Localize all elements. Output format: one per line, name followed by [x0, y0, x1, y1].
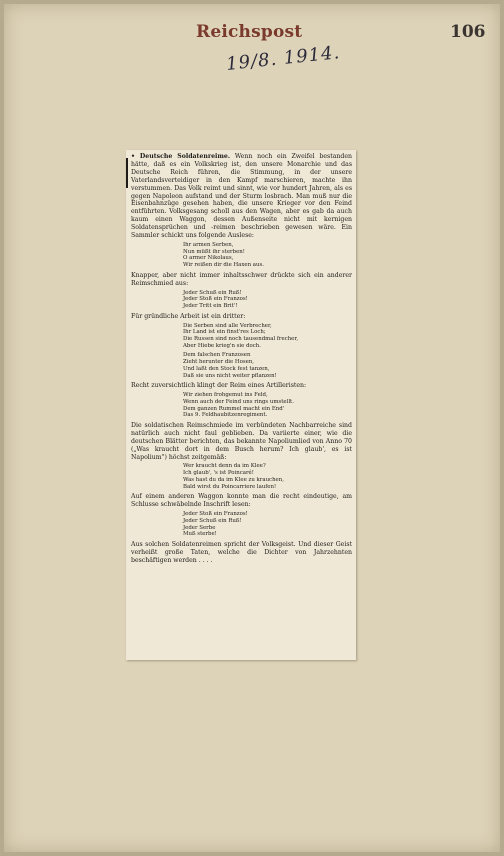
- verse-line: Die Russen sind noch tausendmal frecher,: [183, 336, 299, 343]
- article-body: [126, 150, 356, 565]
- verse-line: Ihr Land ist ein finst'res Loch;: [183, 329, 266, 336]
- verse-line: Bald wirst du Poincarriere laufen!: [183, 483, 277, 490]
- paragraph-nachbarreich: Die soldatischen Reimschmiede im verbündeten Nachbarreiche sind natürlich auch nicht faul geblieben. Da variierte einer, wie die deutschen Blätter berichten, das bekannte Napoliumlied von Anno 70 („Was kraucht dort in dem Busch herum? Ich glaub', es ist Napolium") höchst zeitgemäß:: [131, 421, 352, 461]
- paragraph-closing: Aus solchen Soldatenreimen spricht der Volksgeist. Und dieser Geist verheißt große Taten, welche die Dichter von Jahrzehnten beschäftigen werden . . . .: [131, 540, 352, 564]
- verse-line: Jeder Serbe: [183, 524, 216, 531]
- verse-line: Die Serben sind alle Verbrecher,: [183, 322, 272, 329]
- verse-franzosen: [131, 352, 352, 379]
- paragraph-dritter: Für gründliche Arbeit ist ein dritter:: [131, 312, 246, 320]
- article-intro: Wenn noch ein Zweifel bestanden hätte, daß es ein Volkskrieg ist, den unsere Monarchie und das Deutsche Reich führen, die Stimmung, in der unsere Vaterlandsverteidiger in den Kampf marschieren, machte ihn verstummen. Das Volk reimt und sinnt, wie vor hundert Jahren, als es gegen Napoleon aufstand und der Sturm losbrach. Man muß nur die Eisenbahnzüge gesehen haben, die unsere Krieger vor den Feind entführten. Volksgesang scholl aus den Wagen, aber es gab da auch kaum einen Waggon, dessen Außenseite nicht mit kernigen Soldatensprüchen und -reimen beschrieben gewesen wäre. Ein Sammler schickt uns folgende Auslese:: [131, 153, 353, 240]
- verse-line: Muß sterbe!: [183, 531, 217, 538]
- page-number: 106: [450, 22, 486, 42]
- verse-jeder-schuss: [131, 290, 352, 310]
- verse-line: Wenn auch der Feind uns rings umstellt.: [183, 398, 294, 405]
- verse-verbrecher: [131, 323, 352, 350]
- scrapbook-page: [4, 4, 500, 852]
- verse-line: O armer Nikolaus,: [183, 255, 234, 262]
- paragraph-waggon: Auf einem anderen Waggon konnte man die recht eindeutige, am Schlusse schwäbelnde Inschrift lesen:: [131, 493, 352, 509]
- verse-line: Jeder Schuß ein Ruß!: [183, 517, 242, 524]
- verse-line: Aber Hiebe krieg'n sie doch.: [183, 342, 261, 349]
- verse-line: Zieht herunter die Hosen,: [183, 359, 255, 366]
- verse-feldhaubitzen: [131, 392, 352, 419]
- article-intro-paragraph: [131, 153, 352, 240]
- verse-line: Dem ganzen Rummel macht ein End': [183, 405, 285, 412]
- verse-schwaebelnd: [131, 511, 352, 538]
- verse-serben: [131, 242, 352, 269]
- paragraph-knapper: Knapper, aber nicht immer inhaltsschwer drückte sich ein anderer Reimschmied aus:: [131, 271, 352, 287]
- verse-line: Daß sie uns nicht weiter pflanzen!: [183, 372, 277, 379]
- verse-line: Ich glaub', 's ist Poincaré!: [183, 470, 254, 477]
- verse-line: Wir ziehen frohgemut ins Feld,: [183, 392, 268, 399]
- verse-line: Jeder Stoß ein Franzos!: [183, 511, 248, 518]
- newspaper-clipping: [126, 150, 356, 660]
- paragraph-artillerist: Recht zuversichtlich klingt der Reim eines Artilleristen:: [131, 382, 307, 390]
- verse-line: Nun müßt ihr sterben!: [183, 248, 245, 255]
- verse-line: Und laßt den Stock fest tanzen,: [183, 365, 270, 372]
- newspaper-title: Reichspost: [196, 22, 303, 42]
- verse-poincare: [131, 463, 352, 490]
- clipping-edge-mark: [126, 158, 128, 188]
- article-title: • Deutsche Soldatenreime.: [131, 153, 231, 160]
- verse-line: Jeder Stoß ein Franzos!: [183, 296, 248, 303]
- verse-line: Ihr armen Serben,: [183, 241, 234, 248]
- verse-line: Das 9. Feldhaubitzenregiment.: [183, 412, 268, 419]
- verse-line: Wer kraucht denn da im Klee?: [183, 463, 266, 470]
- verse-line: Jeder Schuß ein Ruß!: [183, 289, 242, 296]
- verse-line: Was hast du da im Klee zu krauchen,: [183, 476, 284, 483]
- handwritten-date: 19/8. 1914.: [225, 42, 342, 75]
- verse-line: Dem falschen Franzosen: [183, 352, 251, 359]
- verse-line: Jeder Tritt ein Brit'!: [183, 303, 238, 309]
- verse-line: Wir reißen dir die Haxen aus.: [183, 262, 264, 269]
